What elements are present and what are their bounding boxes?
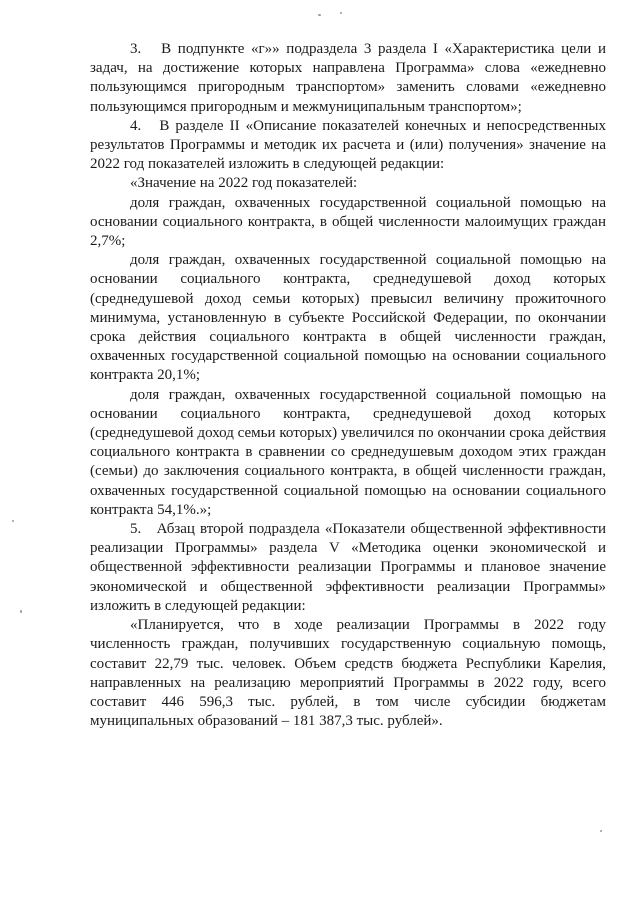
- paragraph-indicator-3: доля граждан, охваченных государственной социальной помощью на основании социального контракта, среднедушевой доход которых (среднедушевой доход семьи которых) увеличился по окончании срока действия социального контракта в сравнении со среднедушевым доходом этих граждан (семьи) до заключения социального контракта, в общей численности граждан, охваченных государственной социальной помощью на основании социального контракта 54,1%.»;: [90, 386, 606, 518]
- paragraph-indicator-1: доля граждан, охваченных государственной социальной помощью на основании социального контракта, в общей численности малоимущих граждан 2,7%;: [90, 194, 606, 250]
- paragraph-indicator-2: доля граждан, охваченных государственной социальной помощью на основании социального контракта, среднедушевой доход которых (среднедушевой доход семьи которых) превысил величину прожиточного минимума, установленную в субъекте Российской Федерации, по окончании срока действия социального контракта в общей численности граждан, охваченных государственной социальной помощью на основании социального контракта 20,1%;: [90, 252, 606, 384]
- scan-speck: [340, 12, 342, 14]
- paragraph-item-3: 3. В подпункте «г»» подраздела 3 раздела I «Характеристика цели и задач, на достижение которых направлена Программа» слова «ежедневно пользующимся пригородным транспортом» заменить словами «ежедневно пользующимся пригородным и межмуниципальным транспортом»;: [90, 41, 606, 115]
- scan-speck: [12, 520, 14, 522]
- scan-speck: [20, 610, 22, 613]
- paragraph-item-4: 4. В разделе II «Описание показателей конечных и непосредственных результатов Программы и методик их расчета и (или) получения» значение на 2022 год показателей изложить в следующей редакции:: [90, 117, 606, 173]
- paragraph-plan-quote: «Планируется, что в ходе реализации Программы в 2022 году численность граждан, получивших государственную социальную помощь, составит 22,79 тыс. человек. Объем средств бюджета Республики Карелия, направленных на реализацию мероприятий Программы в 2022 году, всего составит 446 596,3 тыс. рублей, в том числе субсидии бюджетам муниципальных образований – 181 387,3 тыс. рублей».: [90, 617, 606, 730]
- paragraph-values-intro: «Значение на 2022 год показателей:: [130, 175, 358, 192]
- scan-speck: [318, 14, 321, 16]
- paragraph-item-5: 5. Абзац второй подраздела «Показатели общественной эффективности реализации Программы» раздела V «Методика оценки экономической и общественной эффективности реализации Программы и плановое значение экономической и общественной эффективности реализации Программы» изложить в следующей редакции:: [90, 521, 606, 614]
- scan-speck: [600, 830, 602, 832]
- document-body: [90, 40, 606, 731]
